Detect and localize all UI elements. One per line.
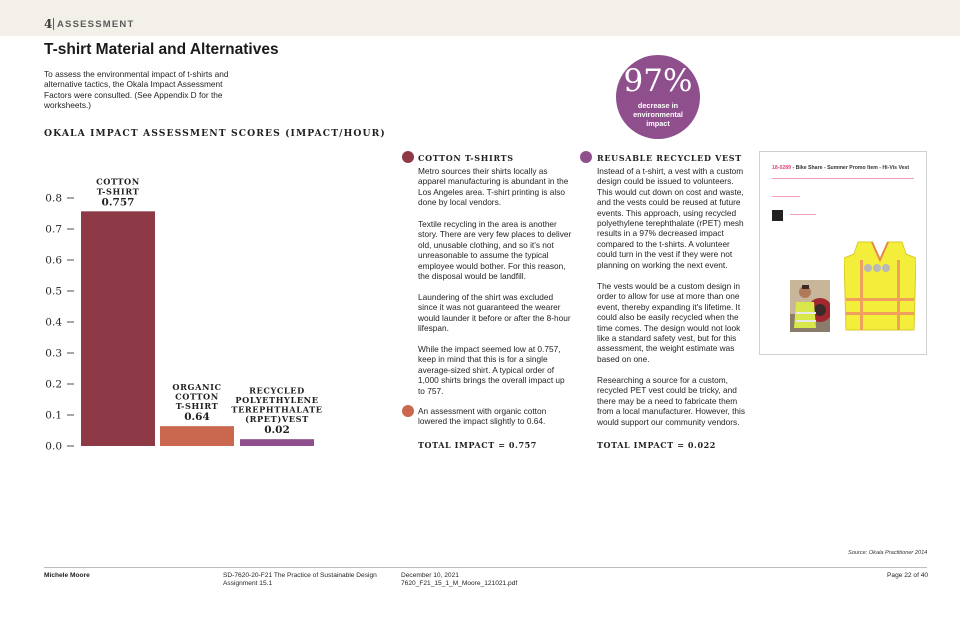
bar <box>81 211 155 446</box>
product-spec-line <box>772 196 800 197</box>
volunteer-photo <box>790 280 830 332</box>
cotton-paragraph-1: Metro sources their shirts locally as apparel manufacturing is abundant in the Los Angeles area. T-shirt printing is also done by local vendors. <box>418 166 569 208</box>
footer-page-number: Page 22 of 40 <box>887 572 929 579</box>
bar-value-label: 0.757 <box>101 196 135 209</box>
y-tick-label: 0.6 <box>45 254 62 267</box>
cotton-paragraph-3: Laundering of the shirt was excluded since it was not guaranteed the wearer would launder it before or after the 8-hour lifespan. <box>418 292 571 334</box>
footer-course-title: SD-7620-20-F21 The Practice of Sustainable Design <box>223 572 377 579</box>
bar-category-label: ORGANIC <box>172 381 222 392</box>
bar-category-label: T-SHIRT <box>175 401 219 412</box>
footer-date: December 10, 2021 <box>401 572 459 579</box>
cotton-total-impact: TOTAL IMPACT = 0.757 <box>418 440 537 450</box>
footer-divider <box>44 567 927 568</box>
bar-category-label: COTTON <box>175 391 219 402</box>
vest-total-impact: TOTAL IMPACT = 0.022 <box>597 440 716 450</box>
y-tick-label: 0.0 <box>45 440 62 453</box>
y-tick-label: 0.5 <box>45 285 62 298</box>
vest-paragraph-1: Instead of a t-shirt, a vest with a custom design could be issued to volunteers. This would cut down on cost and waste, and the vests could be reused at future events. This approach, using recycled polyethylene terephthalate (rPET) mesh results in a 97% decreased impact compared to the t-shirts. A volunteer could turn in the vest if they were not planning on working the next event. <box>597 166 744 270</box>
vest-product-sheet <box>759 151 927 355</box>
product-title-rule <box>772 178 914 179</box>
product-name: - Bike Share - Summer Promo Item - Hi-Vis Vest <box>791 165 910 171</box>
color-swatch <box>772 210 783 221</box>
swatch-spec-line <box>790 214 816 215</box>
organic-note: An assessment with organic cotton lowered the impact slightly to 0.64. <box>418 406 547 427</box>
impact-bar-chart <box>40 160 340 460</box>
chart-title: OKALA IMPACT ASSESSMENT SCORES (IMPACT/HOUR) <box>44 128 386 139</box>
vest-paragraph-3: Researching a source for a custom, recycled PET vest could be tricky, and there may be a need to fabricate them from a local manufacturer. However, this would support our community vendors. <box>597 375 746 427</box>
bar-category-label: RECYCLED <box>249 385 305 396</box>
footer-filename: 7620_F21_15_1_M_Moore_121021.pdf <box>401 580 518 588</box>
source-note: Source: Okala Practitioner 2014 <box>848 550 928 556</box>
y-tick-label: 0.3 <box>45 347 62 360</box>
footer-file-info <box>401 572 517 589</box>
vest-paragraph-2: The vests would be a custom design in order to allow for use at more than one event, thereby expanding it's lifetime. It could also be easily recycled when the time comes. The design would not look like a standard safety vest, but for this assessment, the weight estimate was based on one. <box>597 281 741 364</box>
bar-category-label: COTTON <box>96 176 140 187</box>
y-tick-label: 0.2 <box>45 378 62 391</box>
bar-category-label: TEREPHTHALATE <box>231 404 323 415</box>
intro-text: To assess the environmental impact of t-shirts and alternative tactics, the Okala Impact Assessment Factors were consulted. (See Appendix D for the worksheets.) <box>44 69 229 111</box>
bar <box>160 426 234 446</box>
cotton-heading: COTTON T-SHIRTS <box>418 153 514 163</box>
organic-dot-icon <box>402 405 414 417</box>
product-sheet-title <box>772 165 909 171</box>
y-tick-label: 0.1 <box>45 409 62 422</box>
footer-assignment: Assignment 15.1 <box>223 580 273 588</box>
bar-category-label: T-SHIRT <box>96 186 140 197</box>
bar-category-label: (RPET)VEST <box>245 414 309 425</box>
y-tick-label: 0.7 <box>45 223 62 236</box>
cotton-dot-icon <box>402 151 414 163</box>
section-name: ASSESSMENT <box>57 19 135 30</box>
vest-heading: REUSABLE RECYCLED VEST <box>597 153 742 163</box>
bar <box>240 439 314 446</box>
footer-course <box>223 572 377 589</box>
section-divider <box>53 18 54 30</box>
page-title: T-shirt Material and Alternatives <box>44 41 279 58</box>
y-tick-label: 0.8 <box>45 192 62 205</box>
product-code: 18-0289 <box>772 165 792 171</box>
footer-author: Michele Moore <box>44 572 90 579</box>
bar-value-label: 0.02 <box>264 424 290 437</box>
vest-dot-icon <box>580 151 592 163</box>
cotton-paragraph-4: While the impact seemed low at 0.757, keep in mind that this is for a single average-sized shirt. A typical order of 1,000 shirts brings the overall impact up to 757. <box>418 344 565 396</box>
y-tick-label: 0.4 <box>45 316 62 329</box>
impact-decrease-label: decrease in environmental impact <box>633 101 683 128</box>
bar-value-label: 0.64 <box>184 411 210 424</box>
header-bar <box>0 0 960 36</box>
hi-vis-vest-illustration <box>844 238 916 334</box>
impact-decrease-value: 97% <box>623 63 693 99</box>
bar-category-label: POLYETHYLENE <box>235 394 319 405</box>
impact-decrease-badge <box>616 55 700 139</box>
cotton-paragraph-2: Textile recycling in the area is another story. There are very few places to deliver old, unusable clothing, and so it's not unreasonable to assume the typical employee would bother. For this reason, the disposal would be landfill. <box>418 219 572 282</box>
section-number: 4 <box>44 17 53 31</box>
